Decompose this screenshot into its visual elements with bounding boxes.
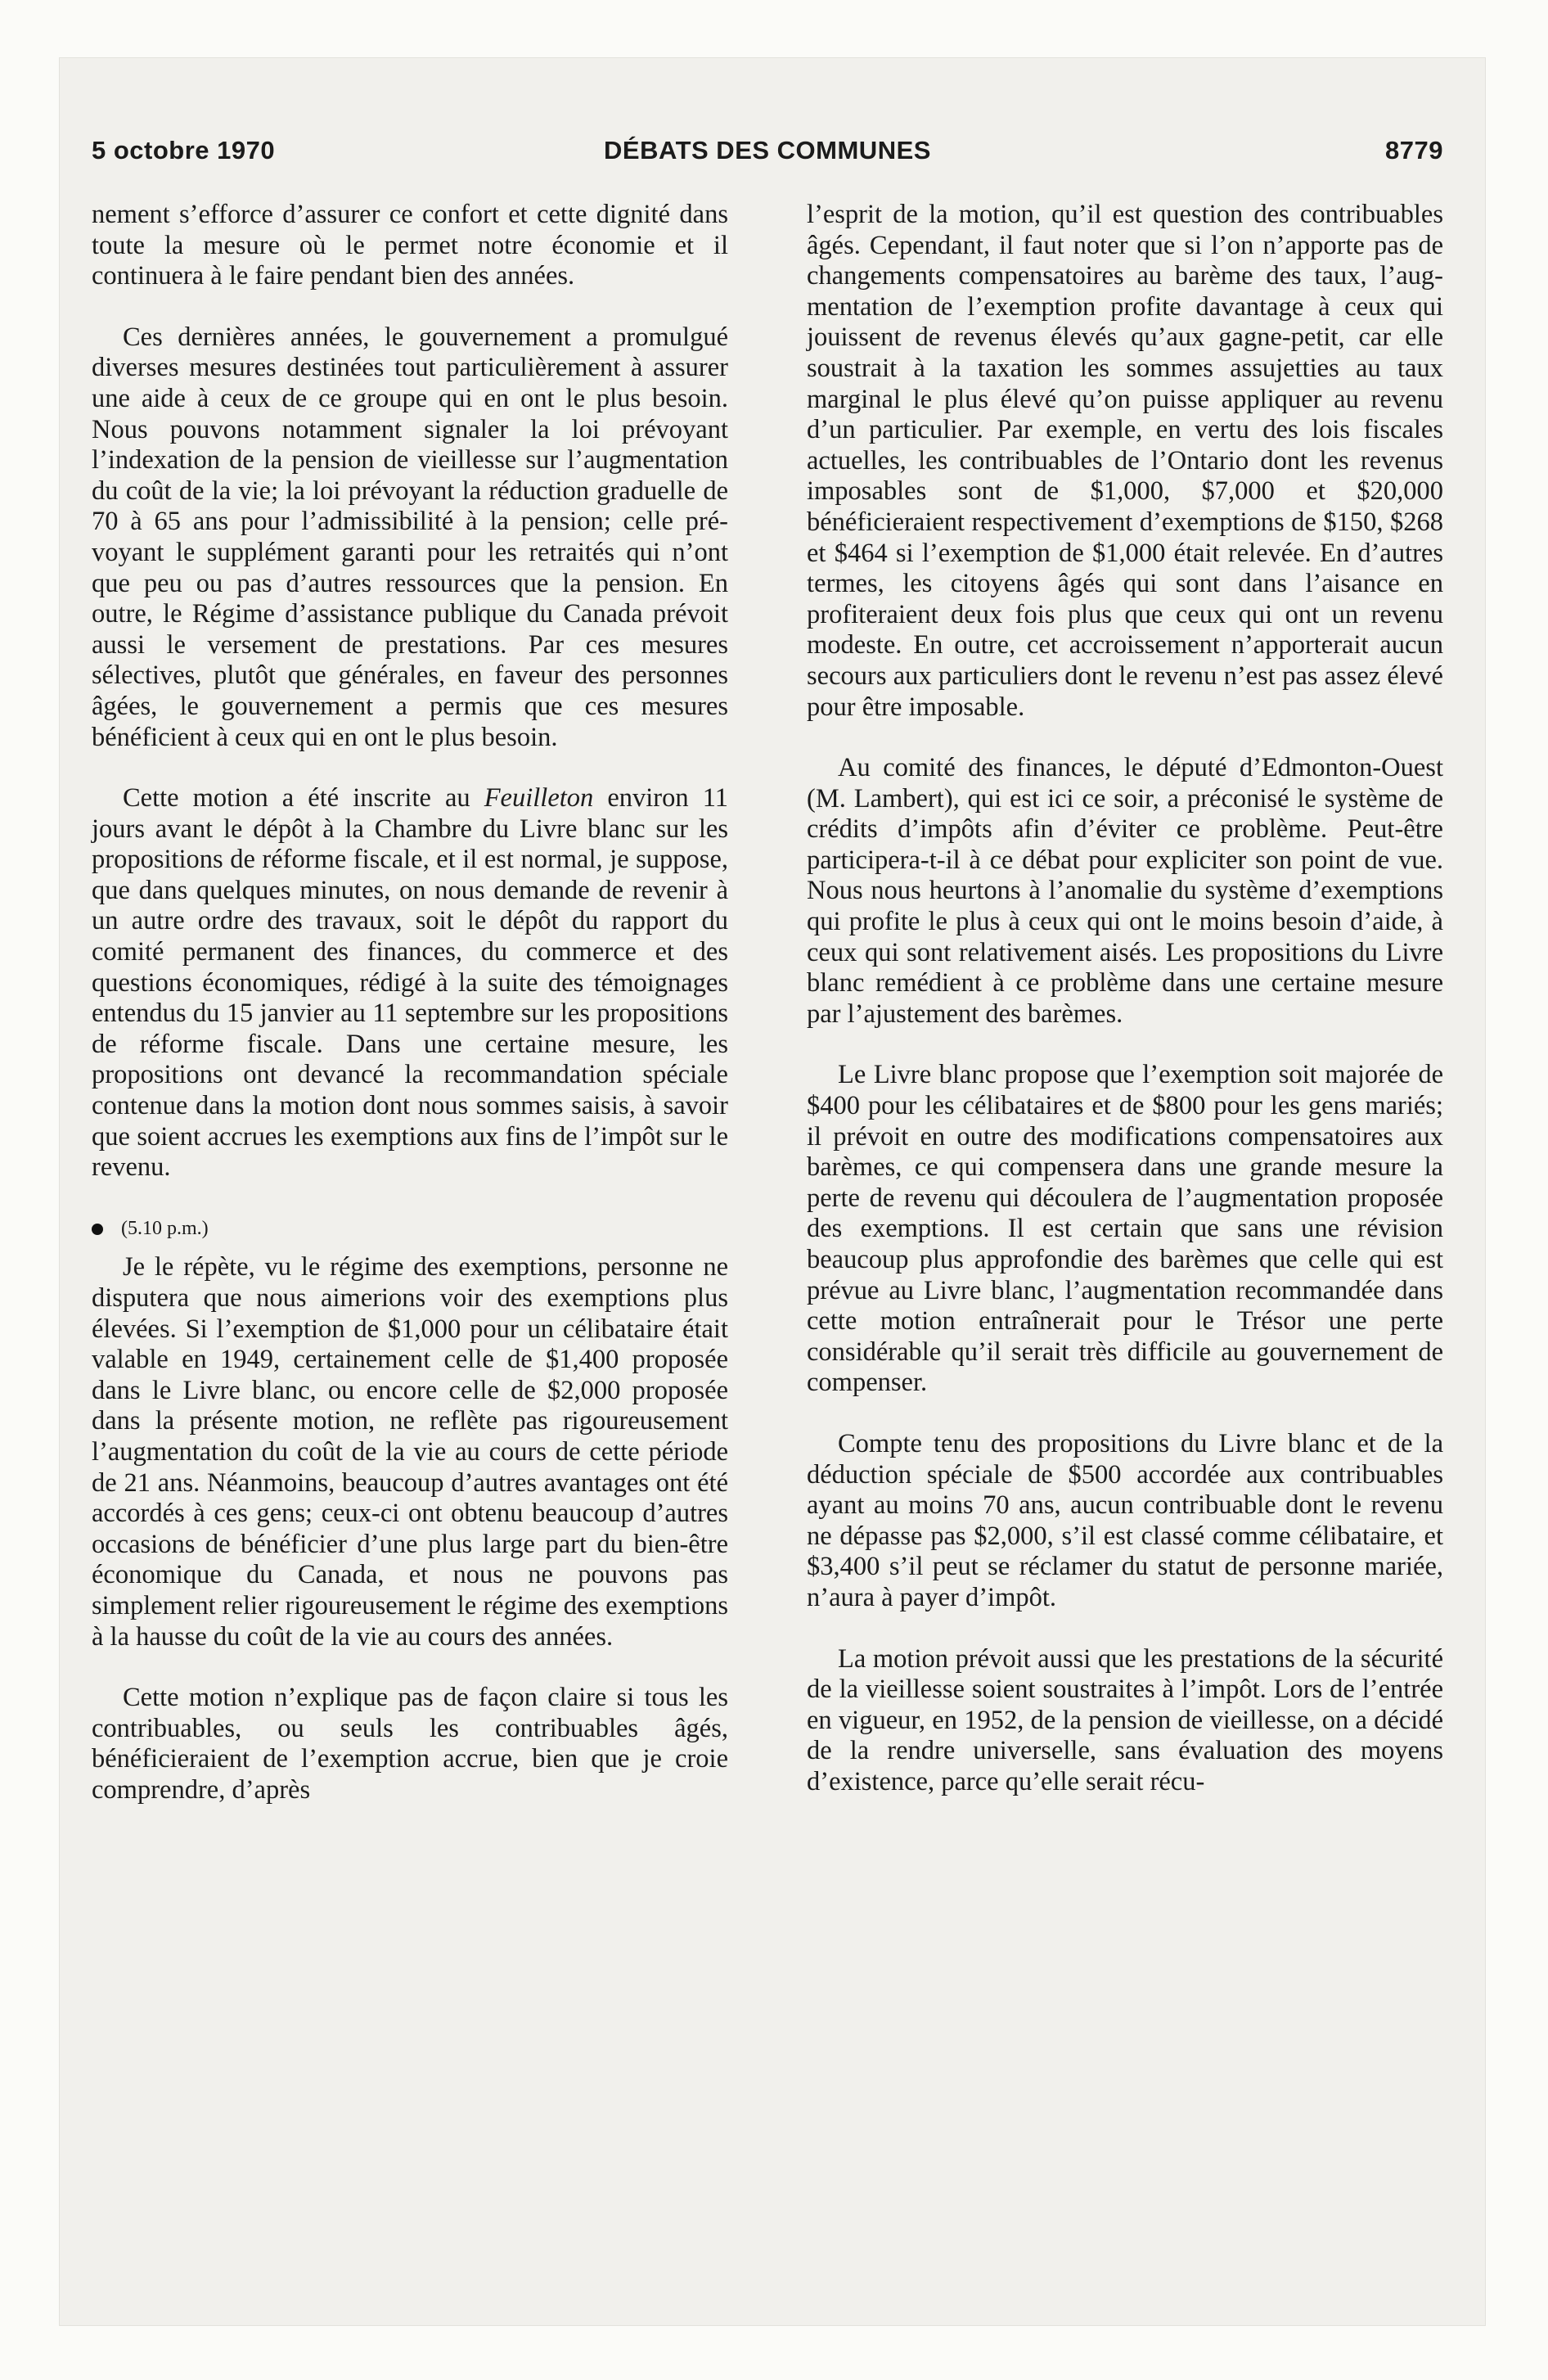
header-date: 5 octobre 1970 xyxy=(92,136,276,165)
paragraph: La motion prévoit aussi que les prestations de la sécurité de la vieillesse soient soustraites à l’impôt. Lors de l’entrée en vigueur, en 1952, de la pension de vieillesse, on a décidé de la rendre universelle, sans évaluation des moyens d’existence, parce qu’elle serait récu- xyxy=(807,1643,1443,1796)
time-marker xyxy=(92,1214,728,1245)
timestamp-text: (5.10 p.m.) xyxy=(121,1217,209,1239)
paragraph: l’esprit de la motion, qu’il est question des contribuables âgés. Cependant, il faut noter que si l’on n’apporte pas de changements compensatoires au barème des taux, l’augmentation de l’exemption profite davantage à ceux qui jouissent de revenus élevés qu’aux gagne-petit, car elle soustrait à la taxation les sommes assujetties au taux marginal le plus élevé qu’on puisse appliquer au revenu d’un particulier. Par exemple, en vertu des lois fiscales actuelles, les contribuables de l’Ontario dont les revenus imposables sont de $1,000, $7,000 et $20,000 bénéficieraient respectivement d’exemptions de $150, $268 et $464 si l’exemption de $1,000 était relevée. En d’autres termes, les citoyens âgés qui sont dans l’aisance en profiteraient deux fois plus que ceux qui ont un revenu modeste. En outre, cet accroissement n’apporterait aucun secours aux particuliers dont le revenu n’est pas assez élevé pour être imposable. xyxy=(807,200,1443,722)
paragraph: Je le répète, vu le régime des exemptions, personne ne disputera que nous aimerions voir des exemptions plus élevées. Si l’exemption de $1,000 pour un célibataire était valable en 1949, certainement celle de $1,400 proposée dans le Livre blanc, ou encore celle de $2,000 proposée dans la présente motion, ne reflète pas rigoureusement l’augmentation du coût de la vie au cours de cette période de 21 ans. Néanmoins, beaucoup d’autres avantages ont été accordés à ces gens; ceux-ci ont obtenu beaucoup d’autres occasions de bénéficier d’une plus large part du bien-être économique du Canada, et nous ne pouvons pas simplement relier rigoureusement le régime des exemptions à la hausse du coût de la vie au cours des années. xyxy=(92,1252,728,1652)
left-column xyxy=(92,200,728,1837)
header-title: DÉBATS DES COMMUNES xyxy=(604,136,931,165)
paragraph: Ces dernières années, le gouvernement a promulgué diverses mesures destinées tout particulièrement à assurer une aide à ceux de ce groupe qui en ont le plus besoin. Nous pouvons notamment signaler la loi prévoyant l’indexation de la pension de vieillesse sur l’augmentation du coût de la vie; la loi prévoyant la réduction graduelle de 70 à 65 ans pour l’admissibilité à la pension; celle prévoyant le supplément garanti pour les retraités qui n’ont que peu ou pas d’autres ressources que la pension. En outre, le Régime d’assistance publique du Canada prévoit aussi le versement de prestations. Par ces mesures sélectives, plutôt que générales, en faveur des personnes âgées, le gouvernement a permis que ces mesures bénéficient à ceux qui en ont le plus besoin. xyxy=(92,322,728,752)
bullet-icon xyxy=(92,1224,103,1235)
right-column xyxy=(807,200,1443,1828)
paragraph: Le Livre blanc propose que l’exemption soit majorée de $400 pour les célibataires et de $800 pour les gens mariés; il prévoit en outre des modifications compensatoires aux barèmes, ce qui compensera dans une grande mesure la perte de revenu qui découlera de l’augmentation proposée des exemptions. Il est certain que sans une révision beaucoup plus approfondie des barèmes que celle qui est prévue au Livre blanc, l’augmentation recommandée dans cette motion entraînerait pour le Trésor une perte considérable qu’il serait très difficile au gouvernement de compenser. xyxy=(807,1060,1443,1398)
page-number: 8779 xyxy=(1385,136,1443,165)
page-header xyxy=(92,136,1443,172)
italic-title: Feuilleton xyxy=(484,783,594,814)
paragraph: Cette motion n’explique pas de façon claire si tous les contribuables, ou seuls les contribuables âgés, bénéficieraient de l’exemption accrue, bien que je croie comprendre, d’après xyxy=(92,1683,728,1805)
paragraph: Cette motion a été inscrite au Feuilleton environ 11 jours avant le dépôt à la Chambre du Livre blanc sur les propositions de réforme fiscale, et il est normal, je suppose, que dans quelques minutes, on nous demande de revenir à un autre ordre des travaux, soit le dépôt du rapport du comité permanent des finances, du commerce et des questions économiques, rédigé à la suite des témoignages entendus du 15 janvier au 11 septembre sur les propositions de réforme fiscale. Dans une certaine mesure, les propositions ont devancé la recommandation spéciale contenue dans la motion dont nous sommes saisis, à savoir que soient accrues les exemptions aux fins de l’impôt sur le revenu. xyxy=(92,783,728,1183)
paragraph: Au comité des finances, le député d’Edmonton-Ouest (M. Lambert), qui est ici ce soir, a préconisé le système de crédits d’impôts afin d’éviter ce problème. Peut-être participera-t-il à ce débat pour expliciter son point de vue. Nous nous heurtons à l’anomalie du système d’exemptions qui profite le plus à ceux qui ont le moins besoin d’aide, à ceux qui sont relativement aisés. Les propositions du Livre blanc remédient à ce problème dans une certaine mesure par l’ajustement des barèmes. xyxy=(807,753,1443,1029)
paragraph: Compte tenu des propositions du Livre blanc et de la déduction spéciale de $500 accordée aux contribuables ayant au moins 70 ans, aucun contribuable dont le revenu ne dépasse pas $2,000, s’il est classé comme célibataire, et $3,400 s’il peut se réclamer du statut de personne mariée, n’aura à payer d’impôt. xyxy=(807,1428,1443,1612)
paragraph: nement s’efforce d’assurer ce confort et cette dignité dans toute la mesure où le permet notre économie et il continuera à le faire pendant bien des années. xyxy=(92,200,728,291)
